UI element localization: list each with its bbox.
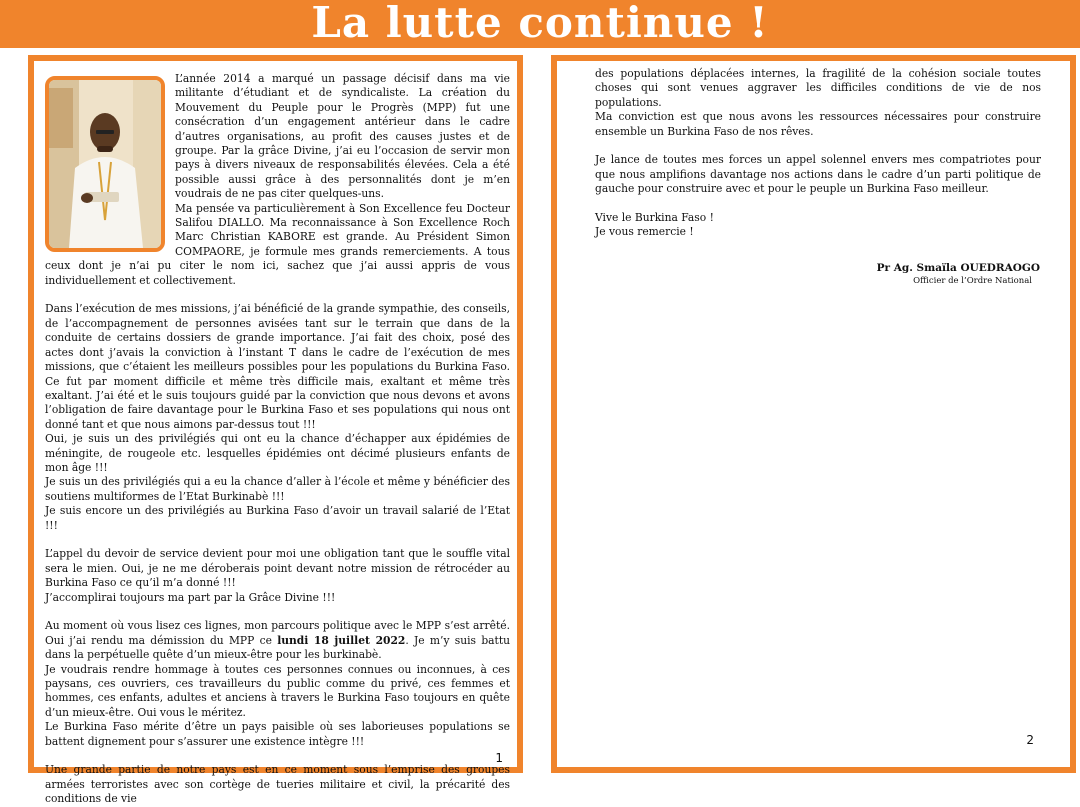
paragraph: Je lance de toutes mes forces un appel solennel envers mes compatriotes pour que nous amplifions davantage nos actions dans le cadre d’un parti politique de gauche pour construire avec et pour le peuple un Burkina Faso meilleur.	[595, 153, 1041, 196]
closing-line: Je vous remercie !	[595, 225, 694, 239]
paragraph: Je suis un des privilégiés qui a eu la chance d’aller à l’école et même y bénéficier des soutiens multiformes de l’Etat Burkinabè !!!	[45, 475, 510, 503]
paragraph: Oui, je suis un des privilégiés qui ont eu la chance d’échapper aux épidémies de méningite, de rougeole etc. lesquelles épidémies ont décimé plusieurs enfants de mon âge !!!	[45, 432, 510, 474]
page-number: 2	[1026, 733, 1034, 747]
paragraph: Dans l’exécution de mes missions, j’ai bénéficié de la grande sympathie, des conseils, de l’accompagnement de personnes avisées tant sur le terrain que dans de la conduite de certains dossiers de grande importance. J’ai fait des choix, posé des actes dont j’avais la conviction à l’instant T dans le cadre de l’exécution de mes missions, que c’étaient les meilleurs possibles pour les populations du Burkina Faso. Ce fut par moment difficile et même très difficile mais, exaltant et même très exaltant. J’ai été et le suis toujours guidé par la conviction que nous devons et avons l’obligation de faire davantage pour le Burkina Faso et ses populations qui nous ont donné tant et que nous aimons par-dessus tout !!!	[45, 302, 510, 431]
page-1-text	[45, 72, 510, 807]
paragraph: J’accomplirai toujours ma part par la Grâce Divine !!!	[45, 590, 336, 604]
closing-line: Vive le Burkina Faso !	[595, 211, 714, 225]
paragraph: des populations déplacées internes, la fragilité de la cohésion sociale toutes choses qui sont venues aggraver les difficiles conditions de vie de nos populations.	[595, 67, 1041, 109]
paragraph: Ma pensée va particulièrement à Son Excellence feu Docteur Salifou DIALLO. Ma reconnaissance à Son Excellence Roch Marc Christian KABORE est grande. Au Président Simon COMPAORE, je formule mes grands remerciements. A tous ceux dont je n’ai pu citer le nom ici, sachez que j’ai aussi appris de vous individuellement et collectivement.	[45, 201, 510, 287]
paragraph-resignation	[45, 619, 510, 662]
paragraph: Le Burkina Faso mérite d’être un pays paisible où ses laborieuses populations se battent dignement pour s’assurer une existence intègre !!!	[45, 720, 510, 748]
page-title: La lutte continue !	[311, 0, 769, 47]
paragraph: Une grande partie de notre pays est en ce moment sous l’emprise des groupes armées terroristes avec son cortège de tueries militaire et civil, la précarité des conditions de vie	[45, 763, 510, 806]
resignation-date: lundi 18 juillet 2022	[277, 633, 406, 647]
signature-block	[877, 261, 1040, 287]
page-2	[551, 55, 1076, 773]
author-photo	[45, 76, 165, 252]
paragraph: L’appel du devoir de service devient pour moi une obligation tant que le souffle vital sera le mien. Oui, je ne me déroberais point devant notre mission de rétrocéder au Burkina Faso ce qu’il m’a donné !!!	[45, 547, 510, 590]
page-1	[28, 55, 523, 806]
paragraph: Ma conviction est que nous avons les ressources nécessaires pour construire ensemble un Burkina Faso de nos rêves.	[595, 110, 1041, 138]
title-banner	[0, 0, 1080, 48]
signature-name: Pr Ag. Smaïla OUEDRAOGO	[876, 262, 1040, 274]
paragraph: Je voudrais rendre hommage à toutes ces personnes connues ou inconnues, à ces paysans, ces ouvriers, ces travailleurs du public comme du privé, ces femmes et hommes, ces enfants, adultes et anciens à travers le Burkina Faso toujours en quête d’un mieux-être. Oui vous le méritez.	[45, 662, 510, 719]
paragraph: L’année 2014 a marqué un passage décisif dans ma vie militante d’étudiant et de syndicaliste. La création du Mouvement du Peuple pour le Progrès (MPP) fut une consécration d’un engagement antérieur dans le cadre d’autres organisations, au profit des causes justes et de groupe. Par la grâce Divine, j’ai eu l’occasion de servir mon pays à divers niveaux de responsabilités élevées. Cela a été possible aussi grâce à des personnalités dont je m’en voudrais de ne pas citer quelques-uns.	[175, 72, 510, 201]
resignation-text-start: Au moment où vous lisez ces lignes, mon parcours politique avec le MPP s’est arrêté. Oui j’ai rendu ma démission du MPP ce	[45, 619, 510, 647]
signature-title: Officier de l’Ordre National	[913, 276, 1032, 286]
page-2-text	[595, 67, 1041, 240]
page-number: 1	[495, 751, 503, 765]
paragraph: Je suis encore un des privilégiés au Burkina Faso d’avoir un travail salarié de l’Etat !!!	[45, 504, 510, 532]
author-portrait-image	[49, 80, 161, 248]
resignation-text-end: . Je m’y suis battu dans la perpétuelle quête d’un mieux-être pour les burkinabè.	[45, 633, 511, 662]
